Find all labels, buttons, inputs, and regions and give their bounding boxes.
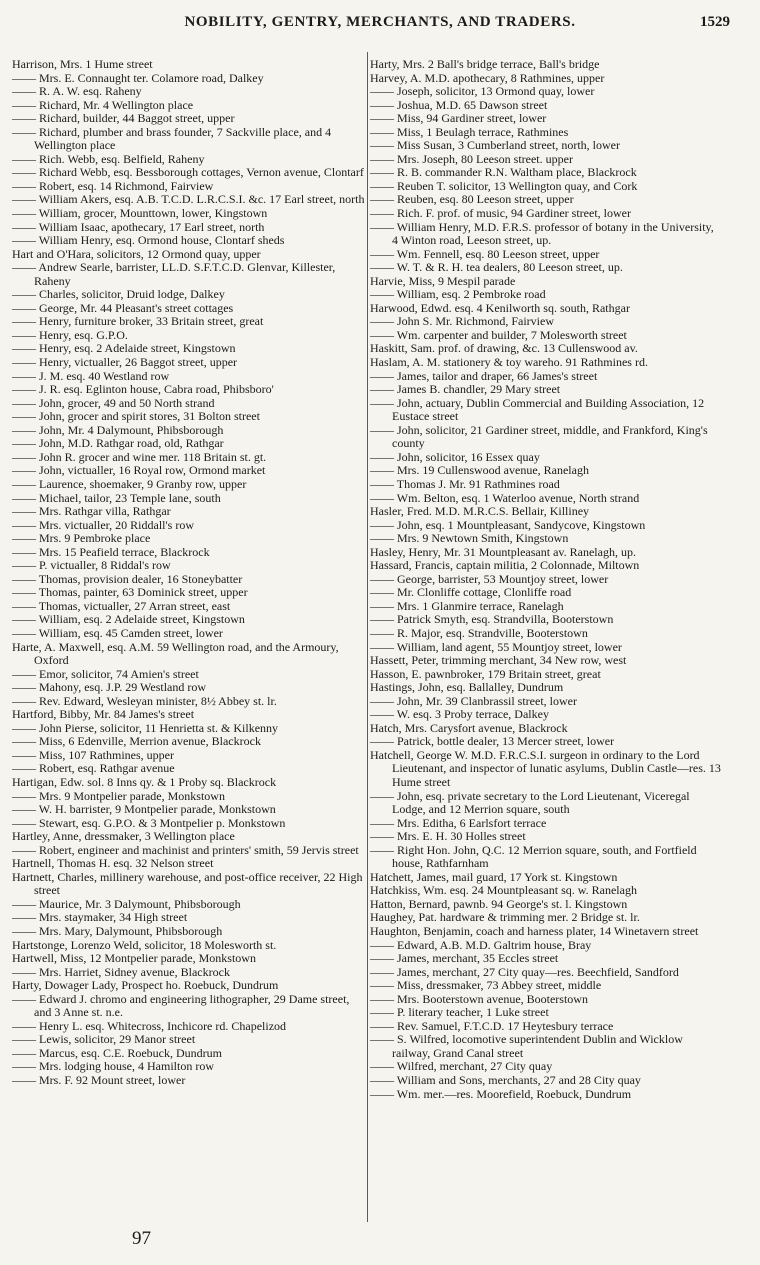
directory-entry: —— W. T. & R. H. tea dealers, 80 Leeson street, up.: [370, 260, 623, 275]
directory-entry: —— John, solicitor, 16 Essex quay: [370, 449, 540, 464]
directory-entry: —— Joshua, M.D. 65 Dawson street: [370, 97, 548, 112]
directory-entry: —— Wm. Belton, esq. 1 Waterloo avenue, North strand: [370, 490, 640, 505]
directory-entry: Hartley, Anne, dressmaker, 3 Wellington place: [12, 829, 235, 844]
directory-entry: Hasley, Henry, Mr. 31 Mountpleasant av. Ranelagh, up.: [370, 544, 636, 559]
directory-entry: —— Robert, esq. Rathgar avenue: [12, 761, 175, 776]
directory-entry: —— Henry, esq. G.P.O.: [12, 327, 128, 342]
directory-entry: —— Mrs. 15 Peafield terrace, Blackrock: [12, 544, 210, 559]
directory-entry: Hartnett, Charles, millinery warehouse, and post-office receiver, 22 High street: [12, 869, 363, 898]
directory-entry: —— Wm. carpenter and builder, 7 Molesworth street: [370, 327, 627, 342]
directory-entry: —— John, Mr. 4 Dalymount, Phibsborough: [12, 422, 224, 437]
directory-entry: —— John, esq. 1 Mountpleasant, Sandycove, Kingstown: [370, 517, 646, 532]
directory-entry: —— Patrick, bottle dealer, 13 Mercer street, lower: [370, 734, 615, 749]
page-number: 1529: [700, 14, 730, 30]
directory-entry: —— John, solicitor, 21 Gardiner street, middle, and Frankford, King's county: [370, 422, 708, 451]
directory-entry: —— Henry, furniture broker, 33 Britain street, great: [12, 314, 264, 329]
directory-entry: —— John, Mr. 39 Clanbrassil street, lower: [370, 693, 577, 708]
directory-entry: —— Mrs. Mary, Dalymount, Phibsborough: [12, 924, 223, 938]
directory-entry: —— Miss Susan, 3 Cumberland street, north, lower: [370, 138, 620, 153]
directory-entry: —— Stewart, esq. G.P.O. & 3 Montpelier p. Monkstown: [12, 815, 286, 830]
directory-entry: Harvey, A. M.D. apothecary, 8 Rathmines, upper: [370, 70, 605, 85]
directory-entry: —— Mrs. lodging house, 4 Hamilton row: [12, 1059, 214, 1074]
directory-entry: —— Rich. F. prof. of music, 94 Gardiner street, lower: [370, 206, 631, 221]
directory-entry: Hart and O'Hara, solicitors, 12 Ormond quay, upper: [12, 246, 261, 261]
directory-entry: —— Richard Webb, esq. Bessborough cottages, Vernon avenue, Clontarf: [12, 165, 364, 180]
directory-entry: —— Andrew Searle, barrister, LL.D. S.F.T.C.D. Glenvar, Killester, Raheny: [12, 260, 336, 288]
directory-entry: —— Reuben, esq. 80 Leeson street, upper: [370, 192, 574, 207]
directory-entry: —— William, land agent, 55 Mountjoy street, lower: [370, 639, 622, 654]
directory-entry: —— R. A. W. esq. Raheny: [12, 84, 142, 99]
directory-entry: —— William, esq. 2 Pembroke road: [370, 287, 546, 302]
left-column: [12, 58, 366, 1088]
directory-entry: —— R. B. commander R.N. Waltham place, Blackrock: [370, 165, 637, 180]
directory-entry: —— Wilfred, merchant, 27 City quay: [370, 1059, 553, 1074]
directory-entry: —— Mrs. 9 Newtown Smith, Kingstown: [370, 531, 569, 546]
directory-entry: —— Mrs. Harriet, Sidney avenue, Blackrock: [12, 964, 230, 979]
directory-entry: —— Thomas, provision dealer, 16 Stoneybatter: [12, 571, 243, 586]
directory-entry: —— Mrs. 19 Cullenswood avenue, Ranelagh: [370, 463, 589, 478]
directory-entry: —— Miss, 107 Rathmines, upper: [12, 747, 174, 762]
signature-mark: 97: [132, 1228, 151, 1249]
directory-entry: —— Marcus, esq. C.E. Roebuck, Dundrum: [12, 1045, 222, 1060]
directory-entry: Hassett, Peter, trimming merchant, 34 New row, west: [370, 653, 627, 668]
directory-entry: —— Richard, plumber and brass founder, 7 Sackville place, and 4 Wellington place: [12, 124, 332, 153]
directory-entry: —— Richard, builder, 44 Baggot street, upper: [12, 111, 235, 126]
directory-entry: Hassard, Francis, captain militia, 2 Colonnade, Miltown: [370, 558, 640, 573]
directory-entry: —— R. Major, esq. Strandville, Booterstown: [370, 625, 588, 640]
directory-entry: —— Joseph, solicitor, 13 Ormond quay, lower: [370, 84, 595, 99]
directory-entry: —— John, grocer, 49 and 50 North strand: [12, 395, 215, 410]
directory-entry: —— James, merchant, 35 Eccles street: [370, 951, 559, 966]
running-title: NOBILITY, GENTRY, MERCHANTS, AND TRADERS.: [184, 14, 576, 30]
directory-entry: —— Thomas, victualler, 27 Arran street, east: [12, 598, 231, 613]
directory-entry: —— Miss, 94 Gardiner street, lower: [370, 111, 547, 126]
directory-entry: —— George, barrister, 53 Mountjoy street, lower: [370, 571, 609, 586]
directory-entry: —— Richard, Mr. 4 Wellington place: [12, 97, 194, 112]
directory-entry: —— Miss, 6 Edenville, Merrion avenue, Blackrock: [12, 734, 261, 749]
directory-entry: Hatchkiss, Wm. esq. 24 Mountpleasant sq. w. Ranelagh: [370, 883, 637, 898]
directory-entry: —— Laurence, shoemaker, 9 Granby row, upper: [12, 476, 247, 491]
directory-entry: Hatchett, James, mail guard, 17 York st. Kingstown: [370, 869, 618, 884]
directory-entry: —— Miss, 1 Beulagh terrace, Rathmines: [370, 124, 569, 139]
directory-entry: Hatchell, George W. M.D. F.R.C.S.I. surgeon in ordinary to the Lord Lieutenant, and inspector of lunatic asylums, Dublin Castle—res. 13 Hume street: [370, 747, 721, 789]
directory-entry: —— Mr. Clonliffe cottage, Clonliffe road: [370, 585, 572, 600]
directory-entry: —— Patrick Smyth, esq. Strandvilla, Booterstown: [370, 612, 614, 627]
directory-entry: —— P. literary teacher, 1 Luke street: [370, 1005, 549, 1020]
directory-entry: —— J. M. esq. 40 Westland row: [12, 368, 170, 383]
directory-entry: —— Michael, tailor, 23 Temple lane, south: [12, 490, 221, 505]
directory-entry: —— William Akers, esq. A.B. T.C.D. L.R.C.S.I. &c. 17 Earl street, north: [12, 192, 365, 207]
directory-entry: —— William Henry, M.D. F.R.S. professor of botany in the University, 4 Winton road, Leeson street, up.: [370, 219, 714, 248]
directory-entry: Haughey, Pat. hardware & trimming mer. 2 Bridge st. lr.: [370, 910, 640, 925]
directory-entry: —— Wm. Fennell, esq. 80 Leeson street, upper: [370, 246, 600, 261]
directory-entry: Hatton, Bernard, pawnb. 94 George's st. l. Kingstown: [370, 896, 628, 911]
directory-entry: —— Mrs. Editha, 6 Earlsfort terrace: [370, 815, 547, 830]
directory-entry: —— John, victualler, 16 Royal row, Ormond market: [12, 463, 266, 478]
directory-entry: —— James, merchant, 27 City quay—res. Beechfield, Sandford: [370, 964, 679, 979]
directory-entry: —— Edward, A.B. M.D. Galtrim house, Bray: [370, 937, 592, 952]
directory-entry: —— John S. Mr. Richmond, Fairview: [370, 314, 555, 329]
directory-entry: —— Mrs. 9 Pembroke place: [12, 531, 151, 546]
directory-entry: —— Thomas, painter, 63 Dominick street, upper: [12, 585, 248, 600]
directory-entry: —— Wm. mer.—res. Moorefield, Roebuck, Dundrum: [370, 1086, 632, 1101]
directory-entry: —— Charles, solicitor, Druid lodge, Dalkey: [12, 287, 225, 302]
directory-entry: —— Henry L. esq. Whitecross, Inchicore rd. Chapelizod: [12, 1018, 287, 1033]
directory-entry: —— W. esq. 3 Proby terrace, Dalkey: [370, 707, 549, 722]
directory-entry: Hartigan, Edw. sol. 8 Inns qy. & 1 Proby sq. Blackrock: [12, 774, 277, 789]
directory-entry: Harrison, Mrs. 1 Hume street: [12, 57, 153, 71]
right-column: [370, 58, 722, 1101]
directory-entry: Hasson, E. pawnbroker, 179 Britain street, great: [370, 666, 601, 681]
directory-entry: Harty, Mrs. 2 Ball's bridge terrace, Ball's bridge: [370, 57, 600, 71]
directory-entry: —— Edward J. chromo and engineering lithographer, 29 Dame street, and 3 Anne st. n.e.: [12, 991, 350, 1020]
directory-entry: Harvie, Miss, 9 Mespil parade: [370, 273, 516, 288]
directory-entry: —— Robert, engineer and machinist and printers' smith, 59 Jervis street: [12, 842, 359, 857]
directory-entry: —— P. victualler, 8 Riddal's row: [12, 558, 171, 573]
directory-entry: Hastings, John, esq. Ballalley, Dundrum: [370, 680, 564, 695]
directory-entry: —— Robert, esq. 14 Richmond, Fairview: [12, 178, 214, 193]
directory-entry: —— Maurice, Mr. 3 Dalymount, Phibsborough: [12, 896, 241, 911]
directory-entry: —— Miss, dressmaker, 73 Abbey street, middle: [370, 978, 602, 993]
directory-entry: —— Mrs. victualler, 20 Riddall's row: [12, 517, 194, 532]
directory-entry: Harwood, Edwd. esq. 4 Kenilworth sq. south, Rathgar: [370, 300, 630, 315]
page-header: [0, 14, 760, 36]
directory-entry: Hatch, Mrs. Carysfort avenue, Blackrock: [370, 720, 568, 735]
directory-entry: Haslam, A. M. stationery & toy wareho. 91 Rathmines rd.: [370, 355, 648, 370]
directory-entry: —— Mrs. 1 Glanmire terrace, Ranelagh: [370, 598, 564, 613]
directory-entry: —— Mrs. Booterstown avenue, Booterstown: [370, 991, 588, 1006]
directory-entry: —— Mrs. Rathgar villa, Rathgar: [12, 504, 171, 519]
directory-entry: —— William Isaac, apothecary, 17 Earl street, north: [12, 219, 265, 234]
directory-entry: Hartstonge, Lorenzo Weld, solicitor, 18 Molesworth st.: [12, 937, 277, 952]
directory-entry: —— Emor, solicitor, 74 Amien's street: [12, 666, 199, 681]
directory-entry: —— W. H. barrister, 9 Montpelier parade, Monkstown: [12, 802, 276, 817]
directory-entry: —— James B. chandler, 29 Mary street: [370, 382, 561, 397]
directory-entry: —— J. R. esq. Eglinton house, Cabra road, Phibsboro': [12, 382, 274, 397]
directory-entry: —— John R. grocer and wine mer. 118 Britain st. gt.: [12, 449, 267, 464]
directory-entry: —— Henry, victualler, 26 Baggot street, upper: [12, 355, 238, 370]
directory-entry: —— John, grocer and spirit stores, 31 Bolton street: [12, 409, 260, 424]
directory-entry: —— William and Sons, merchants, 27 and 28 City quay: [370, 1073, 641, 1088]
directory-entry: —— Mahony, esq. J.P. 29 Westland row: [12, 680, 207, 695]
directory-entry: —— John, actuary, Dublin Commercial and Building Association, 12 Eustace street: [370, 395, 705, 424]
directory-entry: —— S. Wilfred, locomotive superintendent Dublin and Wicklow railway, Grand Canal street: [370, 1032, 683, 1060]
directory-entry: —— William, esq. 2 Adelaide street, Kingstown: [12, 612, 245, 627]
directory-entry: Hartnell, Thomas H. esq. 32 Nelson street: [12, 856, 214, 871]
directory-entry: —— Right Hon. John, Q.C. 12 Merrion square, south, and Fortfield house, Rathfarnham: [370, 842, 697, 871]
directory-entry: Harty, Dowager Lady, Prospect ho. Roebuck, Dundrum: [12, 978, 279, 993]
directory-entry: Hartwell, Miss, 12 Montpelier parade, Monkstown: [12, 951, 256, 966]
directory-entry: —— John, esq. private secretary to the Lord Lieutenant, Viceregal Lodge, and 12 Merrion square, south: [370, 788, 690, 817]
directory-entry: —— Thomas J. Mr. 91 Rathmines road: [370, 476, 560, 491]
directory-entry: —— Mrs. Joseph, 80 Leeson street. upper: [370, 151, 573, 166]
directory-entry: —— Mrs. 9 Montpelier parade, Monkstown: [12, 788, 225, 803]
directory-entry: Haughton, Benjamin, coach and harness plater, 14 Winetavern street: [370, 924, 699, 938]
directory-entry: —— James, tailor and draper, 66 James's street: [370, 368, 598, 383]
directory-entry: —— Rev. Samuel, F.T.C.D. 17 Heytesbury terrace: [370, 1018, 614, 1033]
directory-entry: —— Lewis, solicitor, 29 Manor street: [12, 1032, 196, 1047]
directory-entry: Harte, A. Maxwell, esq. A.M. 59 Wellington road, and the Armoury, Oxford: [12, 639, 339, 668]
directory-entry: —— William, esq. 45 Camden street, lower: [12, 625, 223, 640]
directory-entry: —— Rev. Edward, Wesleyan minister, 8½ Abbey st. lr.: [12, 693, 277, 708]
directory-entry: —— Rich. Webb, esq. Belfield, Raheny: [12, 151, 205, 166]
column-divider: [367, 52, 368, 1222]
directory-entry: —— Mrs. E. H. 30 Holles street: [370, 829, 526, 844]
directory-entry: Hasler, Fred. M.D. M.R.C.S. Bellair, Killiney: [370, 504, 590, 519]
directory-entry: Hartford, Bibby, Mr. 84 James's street: [12, 707, 195, 722]
directory-entry: —— Mrs. E. Connaught ter. Colamore road, Dalkey: [12, 70, 264, 85]
directory-entry: —— Henry, esq. 2 Adelaide street, Kingstown: [12, 341, 236, 356]
directory-entry: —— Mrs. staymaker, 34 High street: [12, 910, 188, 925]
directory-entry: —— George, Mr. 44 Pleasant's street cottages: [12, 300, 234, 315]
directory-entry: —— Reuben T. solicitor, 13 Wellington quay, and Cork: [370, 178, 638, 193]
directory-entry: —— John Pierse, solicitor, 11 Henrietta st. & Kilkenny: [12, 720, 279, 735]
directory-entry: Haskitt, Sam. prof. of drawing, &c. 13 Cullenswood av.: [370, 341, 638, 356]
directory-entry: —— William, grocer, Mounttown, lower, Kingstown: [12, 206, 268, 221]
directory-entry: —— Mrs. F. 92 Mount street, lower: [12, 1073, 186, 1088]
directory-entry: —— John, M.D. Rathgar road, old, Rathgar: [12, 436, 224, 451]
directory-entry: —— William Henry, esq. Ormond house, Clontarf sheds: [12, 233, 285, 248]
